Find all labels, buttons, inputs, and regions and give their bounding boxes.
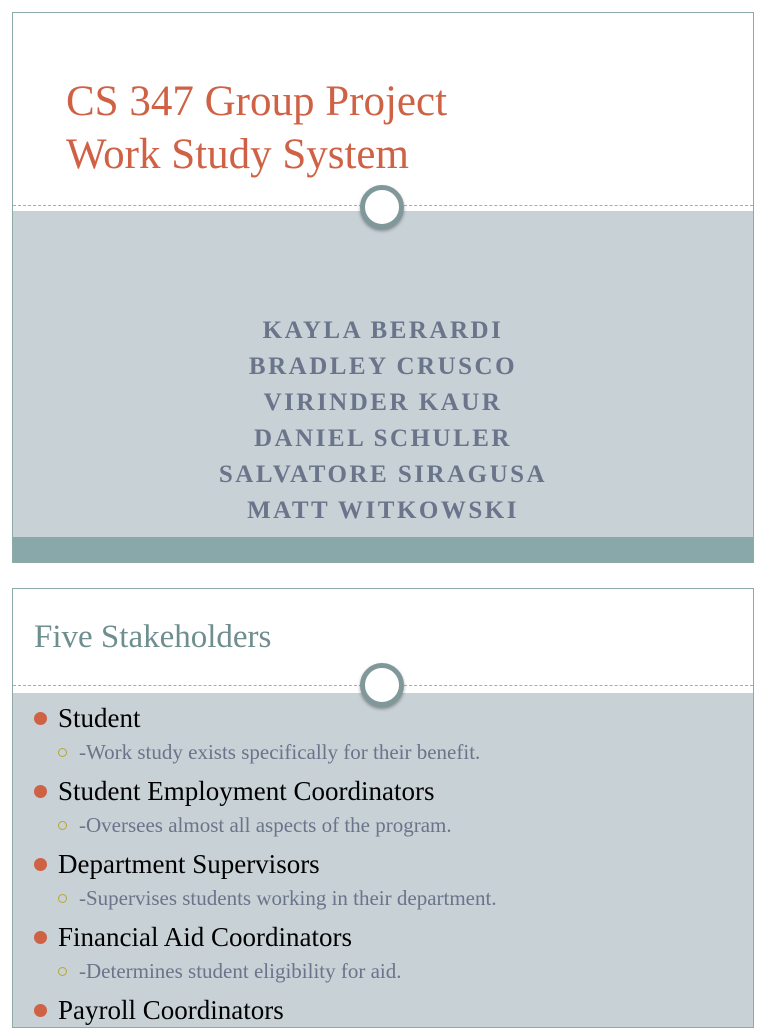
ring-ornament-icon [360,185,404,229]
bullet-dot-icon [34,858,47,871]
stakeholder-label: Department Supervisors [58,848,320,879]
author-name: BRADLEY CRUSCO [248,353,518,380]
list-item [34,918,497,986]
title-area [13,13,753,204]
slide-title: Five Stakeholders [34,619,272,655]
author-name: DANIEL SCHULER [254,425,512,452]
list-item [34,991,497,1028]
sub-bullet-circle-icon [58,967,67,976]
footer-band [13,537,753,563]
stakeholder-detail: -Determines student eligibility for aid. [79,958,402,983]
slide-title [66,75,447,181]
sub-bullet-circle-icon [58,748,67,757]
stakeholder-detail: -Work study exists specifically for their benefit. [79,739,481,764]
title-line-2: Work Study System [66,131,409,178]
bullet-dot-icon [34,931,47,944]
author-list [13,313,753,529]
content-panel [13,693,753,1028]
stakeholders-slide [12,588,754,1028]
bullet-dot-icon [34,1004,47,1017]
bullet-dot-icon [34,712,47,725]
list-item [34,772,497,840]
author-name: MATT WITKOWSKI [247,497,519,524]
author-name: KAYLA BERARDI [262,317,504,344]
stakeholder-label: Student Employment Coordinators [58,775,435,806]
title-line-1: CS 347 Group Project [66,78,448,125]
title-slide [12,12,754,563]
stakeholder-label: Financial Aid Coordinators [58,921,352,952]
author-panel [13,211,753,537]
stakeholder-detail: -Supervises students working in their department. [79,885,497,910]
ring-ornament-icon [360,663,404,707]
bullet-dot-icon [34,785,47,798]
list-item [34,845,497,913]
author-name: SALVATORE SIRAGUSA [218,461,548,488]
author-name: VIRINDER KAUR [263,389,503,416]
sub-bullet-circle-icon [58,894,67,903]
stakeholder-label: Student [58,702,141,733]
stakeholder-label: Payroll Coordinators [58,994,284,1025]
stakeholder-detail: -Oversees almost all aspects of the program. [79,812,452,837]
sub-bullet-circle-icon [58,821,67,830]
list-item [34,699,497,767]
stakeholder-list [34,699,497,1028]
